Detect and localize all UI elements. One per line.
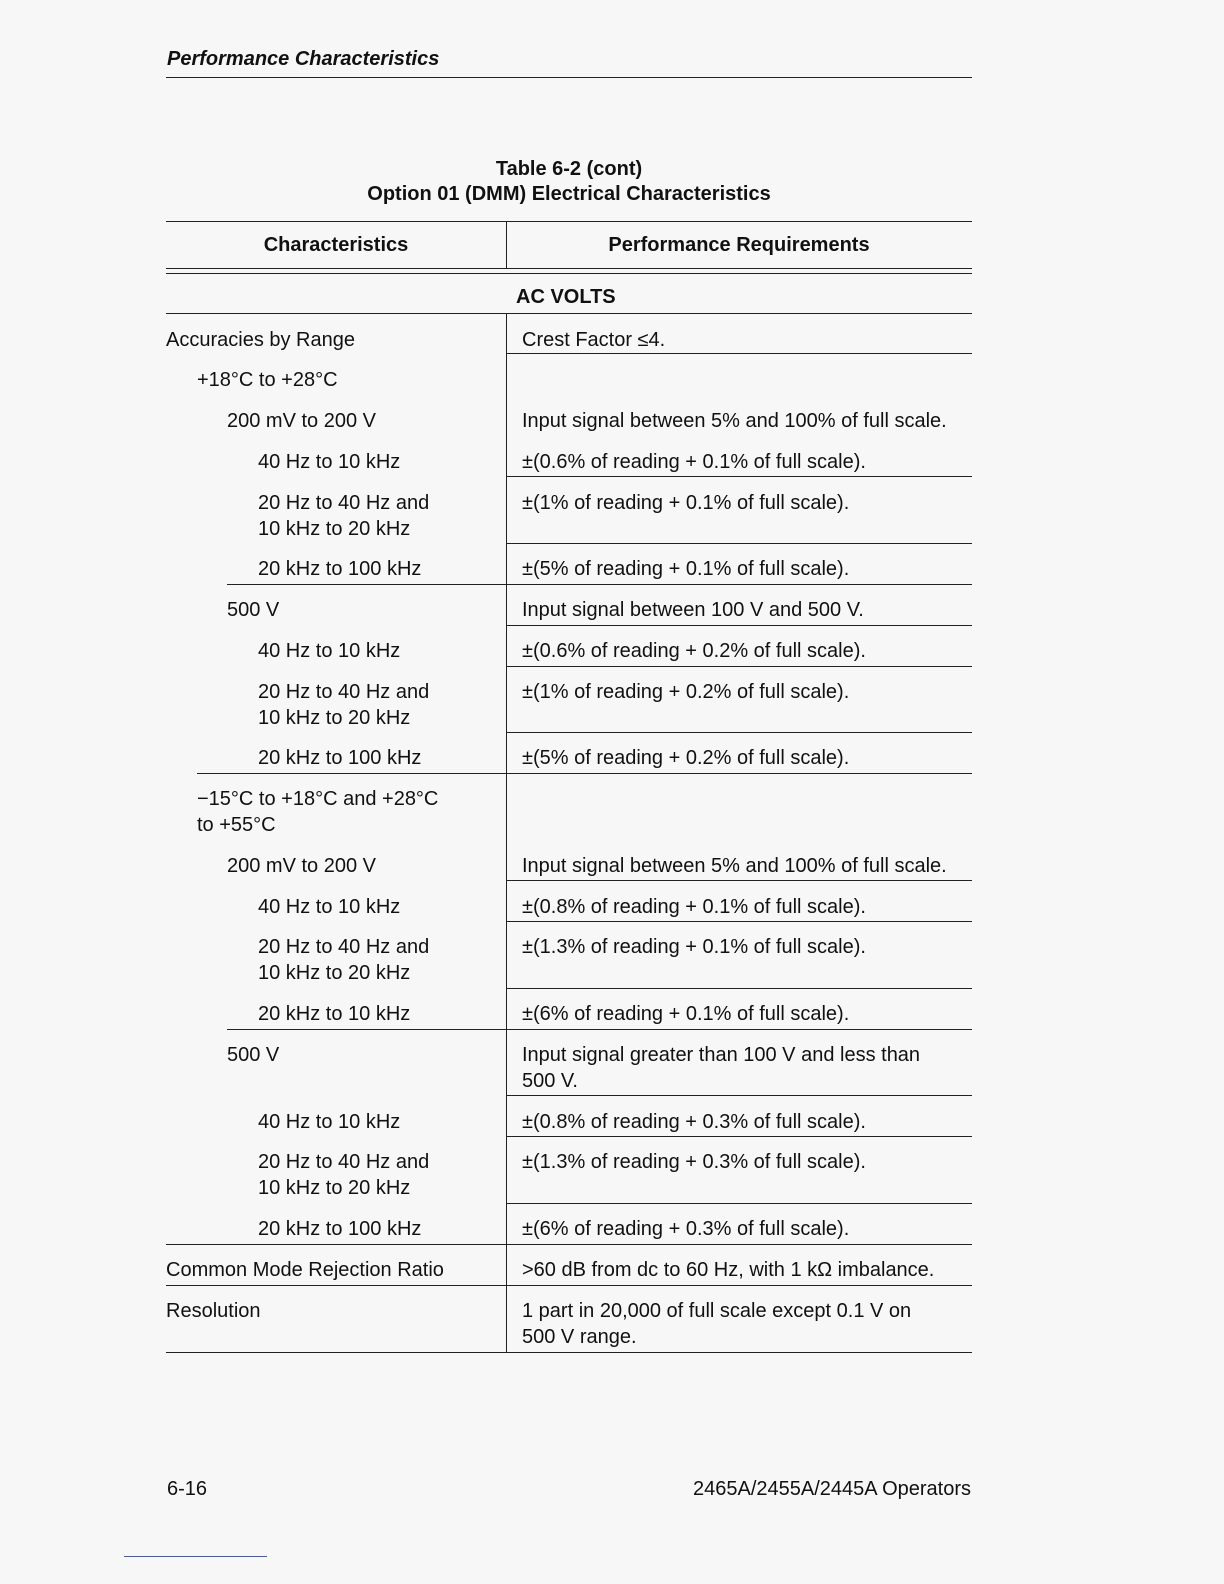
requirement-cell: ±(0.8% of reading + 0.3% of full scale). bbox=[522, 1111, 866, 1133]
row-rule-right bbox=[506, 880, 972, 881]
characteristic-cell bbox=[258, 490, 429, 542]
table-bottom-rule bbox=[166, 1352, 972, 1353]
characteristic-line: 20 kHz to 100 kHz bbox=[258, 558, 422, 580]
requirement-cell: >60 dB from dc to 60 Hz, with 1 kΩ imbalance. bbox=[522, 1259, 935, 1281]
characteristic-cell bbox=[166, 1257, 444, 1283]
characteristic-line: 20 Hz to 40 Hz and bbox=[258, 681, 430, 703]
characteristic-cell bbox=[258, 1001, 410, 1027]
column-header-requirements: Performance Requirements bbox=[608, 234, 870, 256]
characteristic-line: 20 Hz to 40 Hz and bbox=[258, 1151, 430, 1173]
characteristic-line: 200 mV to 200 V bbox=[227, 855, 376, 877]
characteristic-line: Common Mode Rejection Ratio bbox=[166, 1259, 444, 1281]
section-rule bbox=[166, 313, 972, 314]
requirement-cell: Crest Factor ≤4. bbox=[522, 329, 666, 351]
characteristic-line: 20 Hz to 40 Hz and bbox=[258, 936, 430, 958]
characteristic-line: 20 kHz to 100 kHz bbox=[258, 1218, 422, 1240]
row-rule-left bbox=[166, 1285, 506, 1286]
row-rule-left bbox=[227, 1029, 506, 1030]
characteristic-cell bbox=[258, 894, 400, 920]
characteristic-line: 10 kHz to 20 kHz bbox=[258, 1177, 411, 1199]
row-rule-left bbox=[197, 773, 506, 774]
requirement-cell: Input signal between 5% and 100% of full scale. bbox=[522, 855, 947, 877]
requirement-cell: ±(6% of reading + 0.3% of full scale). bbox=[522, 1218, 850, 1240]
manual-title: 2465A/2455A/2445A Operators bbox=[693, 1478, 971, 1500]
row-rule-right bbox=[506, 625, 972, 626]
column-header-characteristics: Characteristics bbox=[263, 234, 409, 256]
body-column-divider bbox=[506, 313, 507, 1353]
characteristic-cell bbox=[258, 556, 421, 582]
characteristic-cell bbox=[258, 1149, 429, 1201]
requirement-cell: ±(1.3% of reading + 0.1% of full scale). bbox=[522, 936, 866, 958]
requirement-cell: ±(6% of reading + 0.1% of full scale). bbox=[522, 1003, 850, 1025]
row-rule-right bbox=[506, 1029, 972, 1030]
row-rule-right bbox=[506, 1095, 972, 1096]
requirement-cell: ±(0.6% of reading + 0.2% of full scale). bbox=[522, 640, 866, 662]
row-rule-right bbox=[506, 584, 972, 585]
row-rule-right bbox=[506, 353, 972, 354]
row-rule-right bbox=[506, 1136, 972, 1137]
requirement-cell: Input signal between 100 V and 500 V. bbox=[522, 599, 864, 621]
header-double-rule-bottom bbox=[166, 273, 972, 274]
characteristic-line: 20 kHz to 10 kHz bbox=[258, 1003, 411, 1025]
row-rule-right bbox=[506, 666, 972, 667]
characteristic-line: 500 V bbox=[227, 599, 280, 621]
header-double-rule-top bbox=[166, 268, 972, 269]
requirement-cell: ±(5% of reading + 0.2% of full scale). bbox=[522, 747, 850, 769]
characteristic-line: −15°C to +18°C and +28°C bbox=[197, 788, 439, 810]
characteristic-cell bbox=[258, 1216, 421, 1242]
requirement-cell: ±(1% of reading + 0.2% of full scale). bbox=[522, 681, 850, 703]
requirement-cell: Input signal between 5% and 100% of full scale. bbox=[522, 410, 947, 432]
characteristic-line: 200 mV to 200 V bbox=[227, 410, 376, 432]
characteristic-cell bbox=[227, 1042, 279, 1068]
characteristic-line: 10 kHz to 20 kHz bbox=[258, 962, 411, 984]
row-rule-right bbox=[506, 988, 972, 989]
characteristic-cell bbox=[166, 1298, 261, 1324]
characteristic-cell bbox=[258, 934, 429, 986]
row-rule-right bbox=[506, 543, 972, 544]
requirement-cell: 1 part in 20,000 of full scale except 0.1 V on 500 V range. bbox=[522, 1300, 912, 1348]
characteristic-line: to +55°C bbox=[197, 814, 276, 836]
requirement-cell: ±(0.8% of reading + 0.1% of full scale). bbox=[522, 896, 866, 918]
row-rule-right bbox=[506, 1244, 972, 1245]
characteristic-line: 10 kHz to 20 kHz bbox=[258, 707, 411, 729]
row-rule-right bbox=[506, 732, 972, 733]
row-rule-left bbox=[166, 1244, 506, 1245]
characteristic-cell bbox=[227, 597, 279, 623]
characteristic-line: 40 Hz to 10 kHz bbox=[258, 640, 401, 662]
characteristic-cell bbox=[227, 853, 376, 879]
page-number: 6-16 bbox=[167, 1478, 208, 1500]
requirement-cell: ±(1.3% of reading + 0.3% of full scale). bbox=[522, 1151, 866, 1173]
requirement-cell: ±(5% of reading + 0.1% of full scale). bbox=[522, 558, 850, 580]
characteristic-line: 10 kHz to 20 kHz bbox=[258, 518, 411, 540]
characteristic-cell bbox=[166, 327, 355, 353]
header-rule bbox=[166, 77, 972, 78]
characteristic-line: Resolution bbox=[166, 1300, 261, 1322]
row-rule-left bbox=[227, 584, 506, 585]
row-rule-right bbox=[506, 476, 972, 477]
section-heading: AC VOLTS bbox=[516, 286, 616, 308]
underline-mark bbox=[124, 1556, 267, 1557]
characteristic-line: 40 Hz to 10 kHz bbox=[258, 1111, 401, 1133]
requirement-cell: ±(0.6% of reading + 0.1% of full scale). bbox=[522, 451, 866, 473]
table-top-rule bbox=[166, 221, 972, 222]
characteristic-cell bbox=[258, 745, 421, 771]
requirement-cell: Input signal greater than 100 V and less than 500 V. bbox=[522, 1044, 921, 1092]
characteristic-cell bbox=[197, 786, 438, 838]
characteristic-line: 20 kHz to 100 kHz bbox=[258, 747, 422, 769]
characteristic-line: 40 Hz to 10 kHz bbox=[258, 451, 401, 473]
characteristic-cell bbox=[197, 367, 338, 393]
characteristic-cell bbox=[258, 449, 400, 475]
table-title: Option 01 (DMM) Electrical Characteristics bbox=[367, 183, 771, 205]
table-number: Table 6-2 (cont) bbox=[495, 158, 643, 180]
row-rule-right bbox=[506, 921, 972, 922]
characteristic-line: 500 V bbox=[227, 1044, 280, 1066]
row-rule-right bbox=[506, 1203, 972, 1204]
row-rule-right bbox=[506, 773, 972, 774]
row-rule-right bbox=[506, 1285, 972, 1286]
characteristic-line: Accuracies by Range bbox=[166, 329, 355, 351]
characteristic-line: 20 Hz to 40 Hz and bbox=[258, 492, 430, 514]
characteristic-cell bbox=[258, 638, 400, 664]
running-head: Performance Characteristics bbox=[167, 48, 440, 70]
characteristic-cell bbox=[258, 1109, 400, 1135]
characteristic-line: +18°C to +28°C bbox=[197, 369, 338, 391]
characteristic-line: 40 Hz to 10 kHz bbox=[258, 896, 401, 918]
characteristic-cell bbox=[258, 679, 429, 731]
characteristic-cell bbox=[227, 408, 376, 434]
requirement-cell: ±(1% of reading + 0.1% of full scale). bbox=[522, 492, 850, 514]
